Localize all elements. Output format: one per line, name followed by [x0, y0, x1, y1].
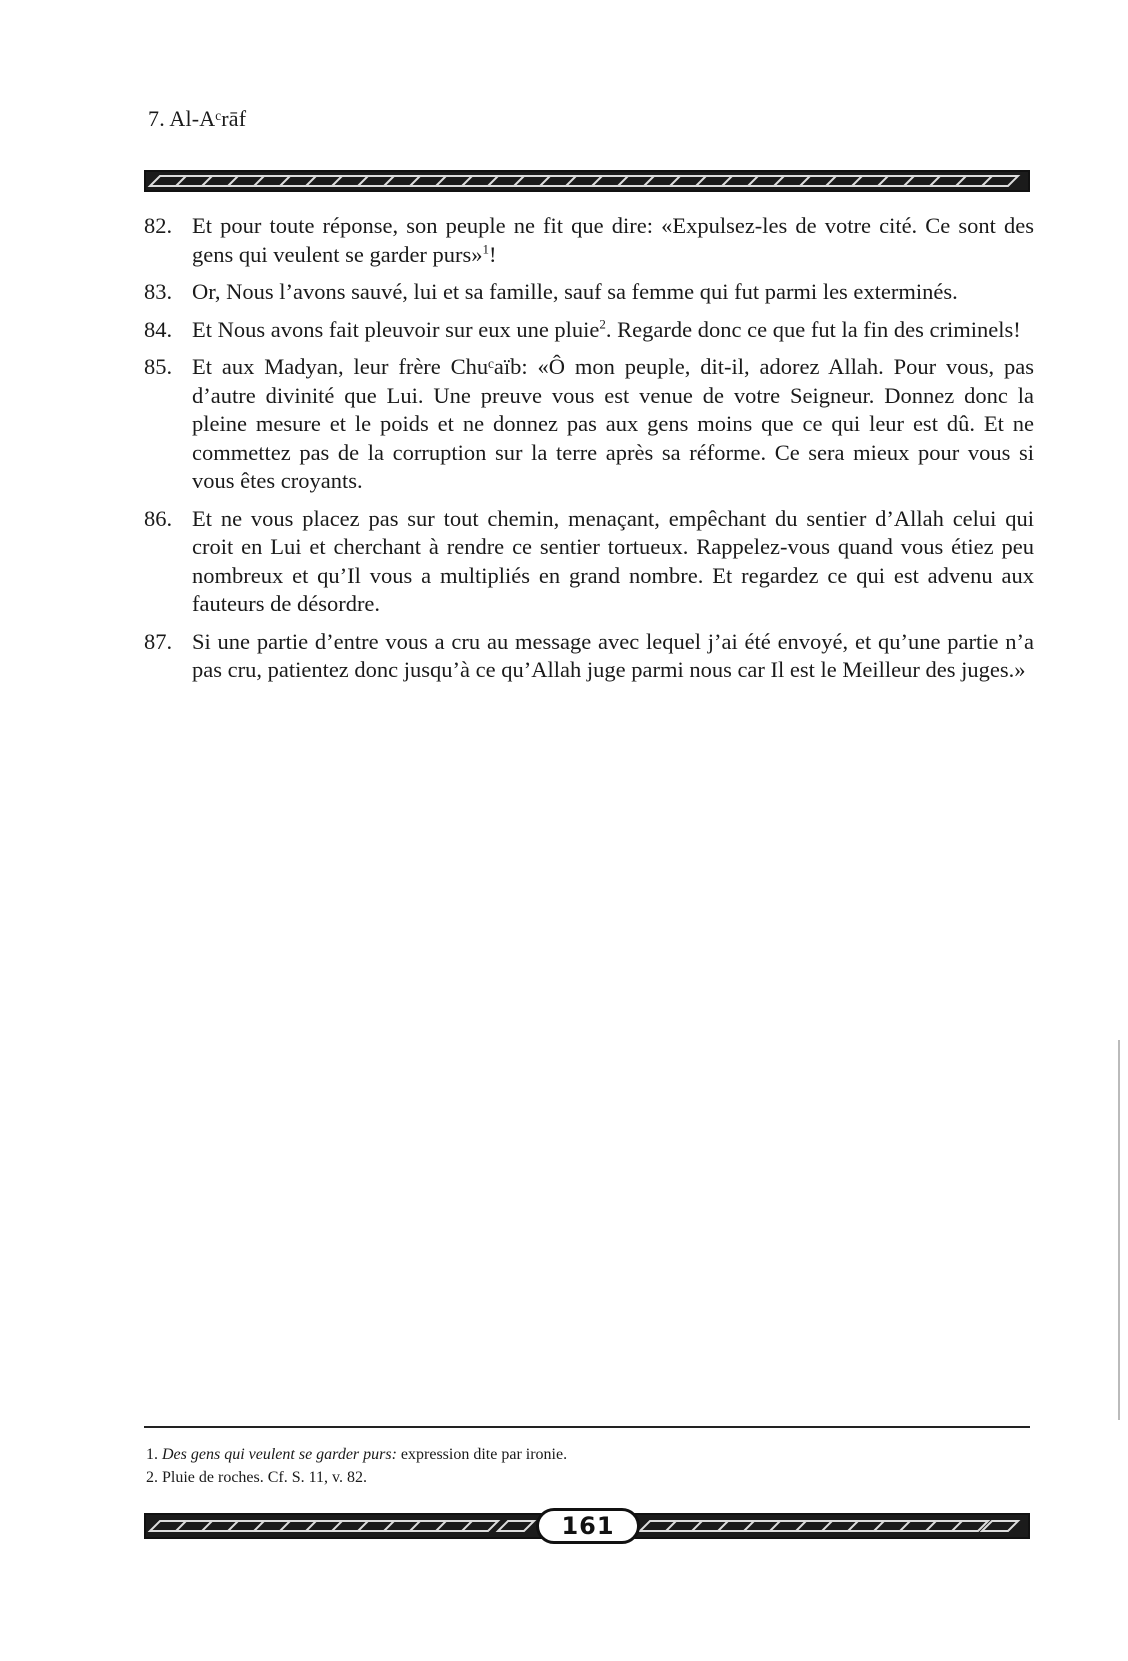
verse-number: 84. — [144, 316, 173, 342]
scan-margin-line — [1118, 1040, 1120, 1420]
footnote-italic: Des gens qui veulent se garder purs: — [162, 1446, 397, 1463]
footnote-2 — [146, 1466, 1030, 1489]
footnote-divider — [144, 1426, 1030, 1428]
footnote-ref: 1 — [482, 241, 490, 256]
verse-text — [192, 212, 1034, 269]
verse-number: 86. — [144, 505, 173, 531]
footnote-text: expression dite par ironie. — [396, 1446, 568, 1463]
verse-number: 82. — [144, 213, 173, 238]
verse-number: 87. — [144, 628, 173, 654]
verse-87 — [144, 628, 1034, 685]
footnotes — [146, 1443, 1030, 1489]
verse-82 — [144, 212, 1034, 269]
verse-list — [144, 212, 1034, 694]
verse-text: Et ne vous placez pas sur tout chemin, menaçant, empêchant du sentier d’Allah celui qui croit en Lui et cherchant à rendre ce sentier tortueux. Rappelez-vous quand vous étiez peu nombreux et qu’Il vous a multipliés en grand nombre. Et regardez ce qui est advenu aux fauteurs de désordre. — [192, 505, 1034, 616]
verse-number: 83. — [144, 279, 173, 304]
page-title: 7. Al-Aᶜrāf — [148, 106, 247, 131]
verse-text-body: Et pour toute réponse, son peuple ne fit que dire: «Expulsez-les de votre cité. Ce sont des gens qui veulent se garder purs» — [192, 213, 1034, 267]
top-ornament-band — [144, 170, 1030, 192]
footnote-text: Pluie de roches. Cf. S. 11, v. 82. — [162, 1469, 368, 1486]
footnote-ref: 2 — [599, 316, 606, 331]
verse-text: Or, Nous l’avons sauvé, lui et sa famille, sauf sa femme qui fut parmi les exterminés. — [192, 279, 958, 304]
page-number: 161 — [536, 1508, 640, 1544]
footnote-number: 1. — [146, 1446, 158, 1463]
verse-text: Si une partie d’entre vous a cru au message avec lequel j’ai été envoyé, et qu’une partie n’a pas cru, patientez donc jusqu’à ce qu’Allah juge parmi nous car Il est le Meilleur des juges.» — [192, 628, 1034, 682]
verse-85 — [144, 353, 1034, 496]
footnote-1 — [146, 1443, 1030, 1466]
verse-text-tail: . Regarde donc ce que fut la fin des criminels! — [605, 316, 1021, 342]
verse-83 — [144, 278, 1034, 307]
verse-84 — [144, 316, 1034, 345]
verse-text — [192, 316, 1034, 345]
verse-text-body: Et Nous avons fait pleuvoir sur eux une pluie — [192, 316, 600, 342]
chain-ornament-icon — [146, 172, 1028, 190]
verse-86 — [144, 505, 1034, 619]
verse-text-tail: ! — [489, 241, 497, 267]
verse-number: 85. — [144, 354, 173, 379]
verse-text: Et aux Madyan, leur frère Chuᶜaïb: «Ô mon peuple, dit-il, adorez Allah. Pour vous, pas d’autre divinité que Lui. Une preuve vous est venue de votre Seigneur. Donnez donc la pleine mesure et le poids et ne donnez pas aux gens moins que ce qui leur est dû. Et ne commettez pas de la corruption sur la terre après sa réforme. Ce sera mieux pour vous si vous êtes croyants. — [192, 354, 1034, 493]
footnote-number: 2. — [146, 1469, 158, 1486]
